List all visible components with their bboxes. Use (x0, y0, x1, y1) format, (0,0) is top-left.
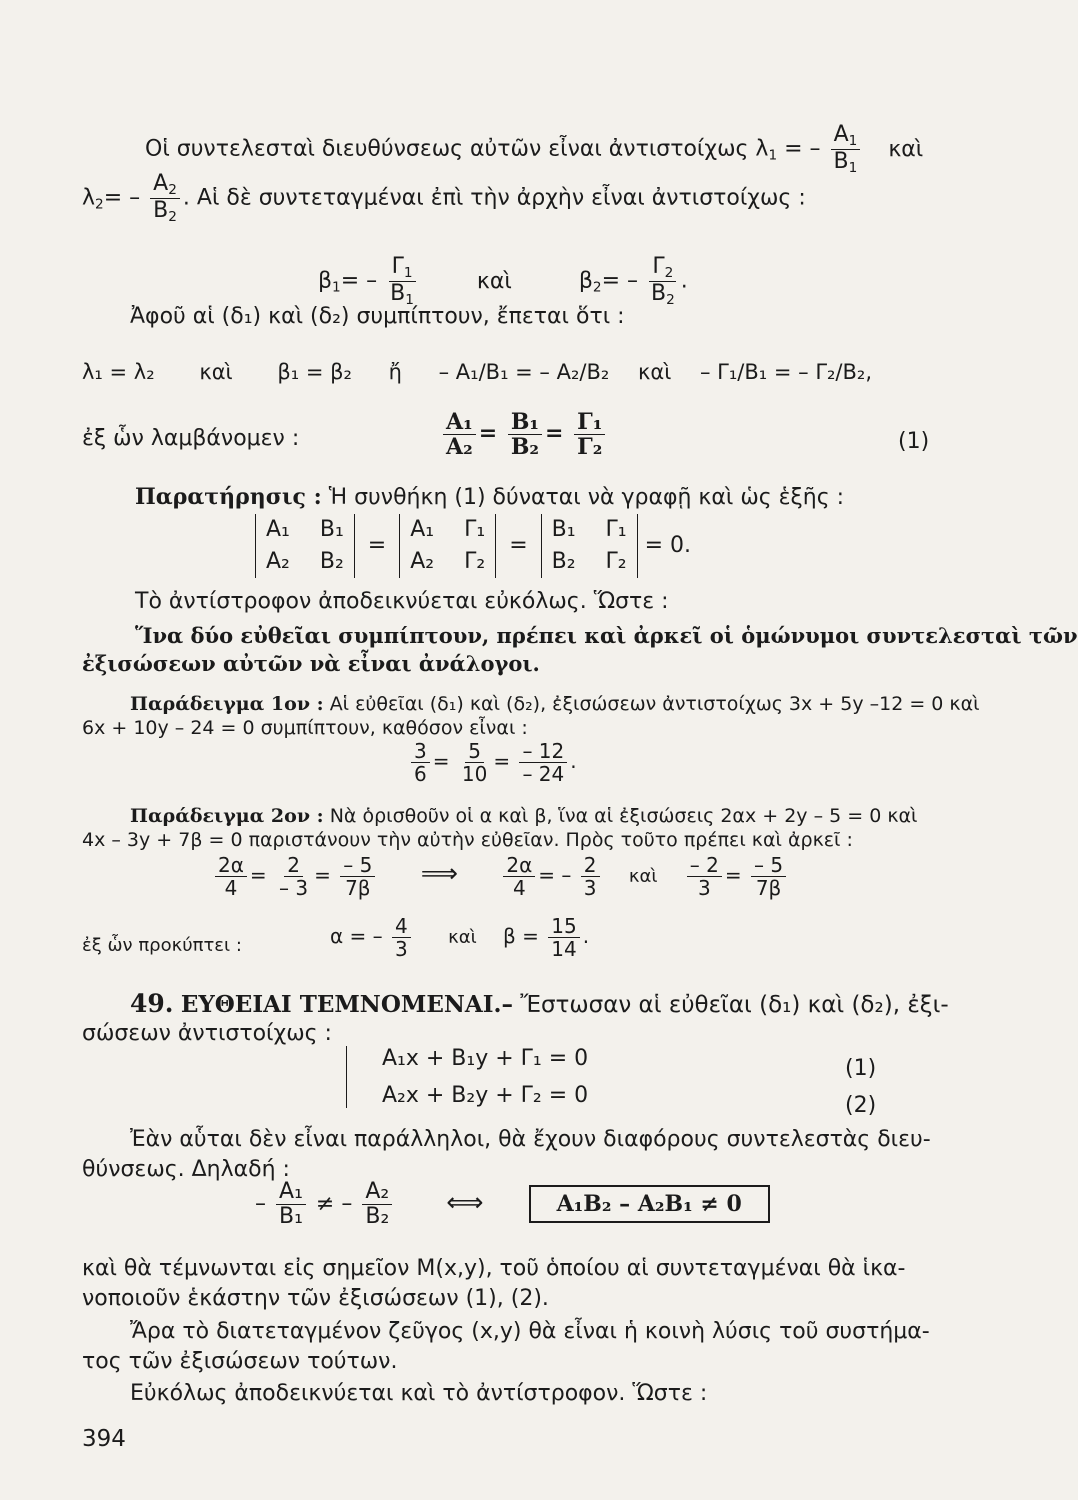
proportion-formula: $\frac{\text{A₁}}{\text{A₂}}$ = $\frac{\text{B₁}}{\text{B₂}}$ = $\frac{\text{Γ₁}}{\text{Γ₂}}$ (440, 410, 608, 459)
text-line-1 (145, 123, 923, 176)
or-word: ἤ (388, 360, 402, 384)
frac-num: A₁ (443, 410, 476, 435)
det-cell: Γ₂ (464, 549, 486, 574)
frac-den: – 24 (522, 762, 565, 786)
det-cell: B₁ (551, 517, 576, 542)
line1-text: Οἱ συντελεσταὶ διευθύνσεως αὐτῶν εἶναι ἀντιστοίχως λ (145, 136, 769, 162)
frac-num-sub: 1 (403, 265, 413, 282)
frac-num-sub: 2 (168, 182, 177, 199)
frac-den: B₂ (365, 1204, 390, 1230)
dot: . (680, 268, 688, 294)
frac-den: B (390, 281, 406, 307)
det-cell: Γ₂ (605, 549, 627, 574)
frac-num: 2 (581, 854, 600, 877)
line1-eq: = – (784, 136, 821, 162)
and-word: καὶ (476, 268, 512, 294)
not-equal: ≠ – (315, 1191, 353, 1217)
example-2-line-2: 4x – 3y + 7β = 0 παριστάνουν τὴν αὐτὴν εὐθεῖαν. Πρὸς τοῦτο πρέπει καὶ ἀρκεῖ : (82, 829, 853, 851)
frac-num: Γ₁ (574, 410, 605, 435)
dot: . (582, 924, 590, 948)
eq: = (493, 749, 511, 773)
frac-den: 3 (697, 876, 711, 900)
implies-arrow: ⟹ (420, 859, 458, 889)
fraction-a1-b1 (831, 123, 861, 176)
frac-den-sub: 2 (168, 209, 177, 226)
frac-den-sub: 2 (666, 292, 675, 309)
frac-den: 3 (583, 876, 597, 900)
system-brace (346, 1046, 347, 1108)
frac-den: 6 (414, 762, 427, 786)
paragraph-1-line-1: Ἐὰν αὗται δὲν εἶναι παράλληλοι, θὰ ἔχουν διαφόρους συντελεστὰς διευ- (130, 1127, 931, 1152)
frac-num: Γ (391, 254, 404, 279)
formula-line-5 (82, 358, 872, 386)
alpha-eq: α = – (330, 924, 383, 948)
eq: = (367, 533, 387, 558)
frac-den: 10 (461, 762, 488, 786)
beta-eq: β₁ = β₂ (277, 360, 352, 384)
frac-num: 2α (503, 854, 535, 877)
frac-den: 7β (755, 876, 782, 900)
ratio-a-b: – A₁/B₁ = – A₂/B₂ (438, 360, 610, 384)
frac-den: 3 (395, 937, 408, 961)
frac-den: 7β (345, 876, 371, 900)
page-number: 394 (82, 1426, 126, 1452)
section-number: 49. (130, 989, 174, 1018)
boxed-condition: A₁B₂ – A₂B₁ ≠ 0 (529, 1185, 770, 1223)
frac-den: B (833, 149, 849, 175)
text-line-6: ἐξ ὧν λαμβάνομεν : (82, 426, 300, 451)
line1-end: καὶ (888, 136, 924, 162)
line1-sub: 1 (768, 147, 778, 164)
eq1: = – (340, 268, 378, 294)
frac-num: – 5 (340, 854, 375, 877)
formula-beta (318, 255, 688, 308)
text-line-2 (82, 172, 806, 225)
frac-num: 2 (284, 854, 303, 877)
beta1-sub: 1 (332, 279, 341, 296)
section-heading (130, 990, 949, 1019)
frac-num: 5 (465, 740, 484, 763)
det-cell: A₁ (266, 517, 290, 542)
frac-den: A₂ (446, 434, 473, 461)
section-text: Ἔστωσαν αἱ εὐθεῖαι (δ₁) καὶ (δ₂), ἐξι- (520, 992, 949, 1018)
eq2: = – (601, 268, 638, 294)
example-1-text: Αἱ εὐθεῖαι (δ₁) καὶ (δ₂), ἐξισώσεων ἀντιστοίχως 3x + 5y –12 = 0 καὶ (329, 693, 980, 715)
line2-text: . Αἱ δὲ συντεταγμέναι ἐπὶ τὴν ἀρχὴν εἶναι ἀντιστοίχως : (182, 185, 806, 211)
determinants (255, 514, 691, 578)
system-equation-2: A₂x + B₂y + Γ₂ = 0 (382, 1083, 589, 1108)
det-cell: A₂ (266, 549, 290, 574)
paragraph-2-line-4: τος τῶν ἐξισώσεων τούτων. (82, 1349, 398, 1374)
frac-den: Γ₂ (577, 434, 603, 461)
frac-den-sub: 1 (848, 160, 858, 177)
det-cell: B₂ (319, 549, 344, 574)
frac-num: 2α (215, 854, 247, 877)
text-line-4: Ἀφοῦ αἱ (δ₁) καὶ (δ₂) συμπίπτουν, ἔπεται ὅτι : (130, 304, 625, 329)
determinant-2 (399, 514, 496, 578)
frac-num: 4 (392, 915, 411, 938)
example-2-text: Νὰ ὁρισθοῦν οἱ α καὶ β, ἵνα αἱ ἐξισώσεις 2αx + 2y – 5 = 0 καὶ (329, 805, 918, 827)
section-title: ΕΥΘΕΙΑΙ ΤΕΜΝΟΜΕΝΑΙ.– (180, 991, 513, 1018)
frac-num: – 5 (751, 854, 786, 877)
frac-num: A (153, 171, 169, 196)
theorem-line-2: ἐξισώσεων αὐτῶν νὰ εἶναι ἀνάλογοι. (82, 651, 540, 676)
fraction-g1-b1 (387, 255, 417, 308)
det-cell: Γ₁ (464, 517, 486, 542)
det-cell: A₂ (410, 549, 435, 574)
equation-label-1: (1) (898, 429, 930, 454)
inequality-formula (255, 1180, 770, 1229)
det-cell: B₂ (551, 549, 576, 574)
equation-label-1b: (1) (845, 1056, 877, 1081)
frac-num: A₁ (276, 1180, 306, 1205)
paragraph-1-line-2: θύνσεως. Δηλαδή : (82, 1157, 290, 1182)
minus: – (255, 1191, 266, 1217)
frac-num: A₂ (362, 1180, 392, 1205)
lambda-eq: λ₁ = λ₂ (82, 360, 155, 384)
frac-den-sub: 1 (405, 292, 414, 309)
dot: . (570, 749, 577, 773)
text-line-7 (135, 483, 844, 512)
and-word: καὶ (199, 360, 233, 384)
eq-minus: = – (538, 863, 572, 887)
det-cell: A₁ (410, 517, 435, 542)
ratio-g-b: – Γ₁/B₁ = – Γ₂/B₂, (700, 360, 873, 384)
and-word: καὶ (637, 360, 672, 384)
paragraph-2-line-3: Ἄρα τὸ διατεταγμένον ζεῦγος (x,y) θὰ εἶναι ἡ κοινὴ λύσις τοῦ συστήμα- (130, 1319, 930, 1344)
frac-den: B₂ (510, 434, 540, 461)
remark-label: Παρατήρησις : (135, 484, 322, 510)
remark-text: Ἡ συνθήκη (1) δύναται νὰ γραφῇ καὶ ὡς ἑξῆς : (328, 485, 845, 510)
frac-num: Γ (652, 254, 665, 279)
frac-num-sub: 2 (664, 265, 674, 282)
and-word: καὶ (628, 866, 658, 887)
section-text-line-2: σώσεων ἀντιστοίχως : (82, 1021, 332, 1046)
frac-den: 4 (224, 876, 238, 900)
frac-num: 3 (411, 740, 430, 763)
paragraph-2-line-5: Εὐκόλως ἀποδεικνύεται καὶ τὸ ἀντίστροφον. Ὥστε : (130, 1381, 708, 1406)
eq: = (432, 749, 450, 773)
det-cell: B₁ (319, 517, 344, 542)
line2-eq: = – (103, 185, 141, 211)
example-2-label: Παράδειγμα 2ον : (130, 805, 324, 827)
frac-den: B₁ (279, 1204, 303, 1230)
text-line-8: Τὸ ἀντίστροφον ἀποδεικνύεται εὐκόλως. Ὥστε : (135, 589, 669, 614)
eq: = (509, 533, 528, 558)
determinant-3 (541, 514, 638, 578)
frac-num: 15 (548, 915, 579, 938)
theorem-line-1: Ἵνα δύο εὐθεῖαι συμπίπτουν, πρέπει καὶ ἀρκεῖ οἱ ὁμώνυμοι συντελεσταὶ τῶν (135, 623, 1078, 648)
result-label: ἐξ ὧν προκύπτει : (82, 935, 242, 956)
iff-arrow: ⟺ (446, 1187, 484, 1218)
frac-den: 4 (512, 876, 526, 900)
det-cell: Γ₁ (605, 517, 627, 542)
example-1-line-2: 6x + 10y – 24 = 0 συμπίπτουν, καθόσον εἶναι : (82, 717, 528, 739)
frac-num: – 2 (687, 854, 722, 877)
and-word: καὶ (448, 927, 477, 948)
frac-den: 14 (551, 937, 577, 961)
paragraph-2-line-2: νοποιοῦν ἑκάστην τῶν ἐξισώσεων (1), (2). (82, 1286, 549, 1311)
example-1-formula (408, 740, 577, 785)
frac-num: A (833, 122, 849, 147)
beta2: β (578, 268, 593, 294)
determinant-1 (255, 514, 355, 578)
frac-num: – 12 (519, 740, 567, 763)
beta-eq: β = (503, 924, 539, 948)
equation-label-2: (2) (845, 1093, 877, 1118)
beta2-sub: 2 (592, 279, 602, 296)
example-2-formula: $\frac{2\alpha}{4}$ = $\frac{2}{- 3}$ = $\frac{- 5}{7\beta}$ ⟹ $\frac{2\alpha}{4}$ = – $\frac{2}{3}$ καὶ $\frac{- 2}{3}$ = $\frac{- 5}{7\beta}$ (212, 854, 789, 899)
frac-num: B₁ (508, 410, 542, 435)
line2-lhs: λ (82, 185, 96, 211)
fraction-g2-b2 (648, 255, 678, 308)
beta1: β (318, 268, 333, 294)
paragraph-2-line-1: καὶ θὰ τέμνωνται εἰς σημεῖον M(x,y), τοῦ ὁποίου αἱ συντεταγμέναι θὰ ἱκα- (82, 1256, 906, 1281)
result-formula (330, 915, 589, 960)
frac-den: B (153, 198, 169, 224)
frac-den: B (651, 281, 667, 307)
frac-num-sub: 1 (848, 133, 858, 150)
line2-lhs-sub: 2 (95, 196, 104, 213)
frac-den: – 3 (279, 876, 309, 900)
example-1-label: Παράδειγμα 1ον : (130, 693, 324, 715)
system-equation-1: A₁x + B₁y + Γ₁ = 0 (382, 1046, 589, 1071)
eq-zero: = 0. (644, 533, 692, 558)
fraction-a2-b2 (150, 172, 180, 225)
